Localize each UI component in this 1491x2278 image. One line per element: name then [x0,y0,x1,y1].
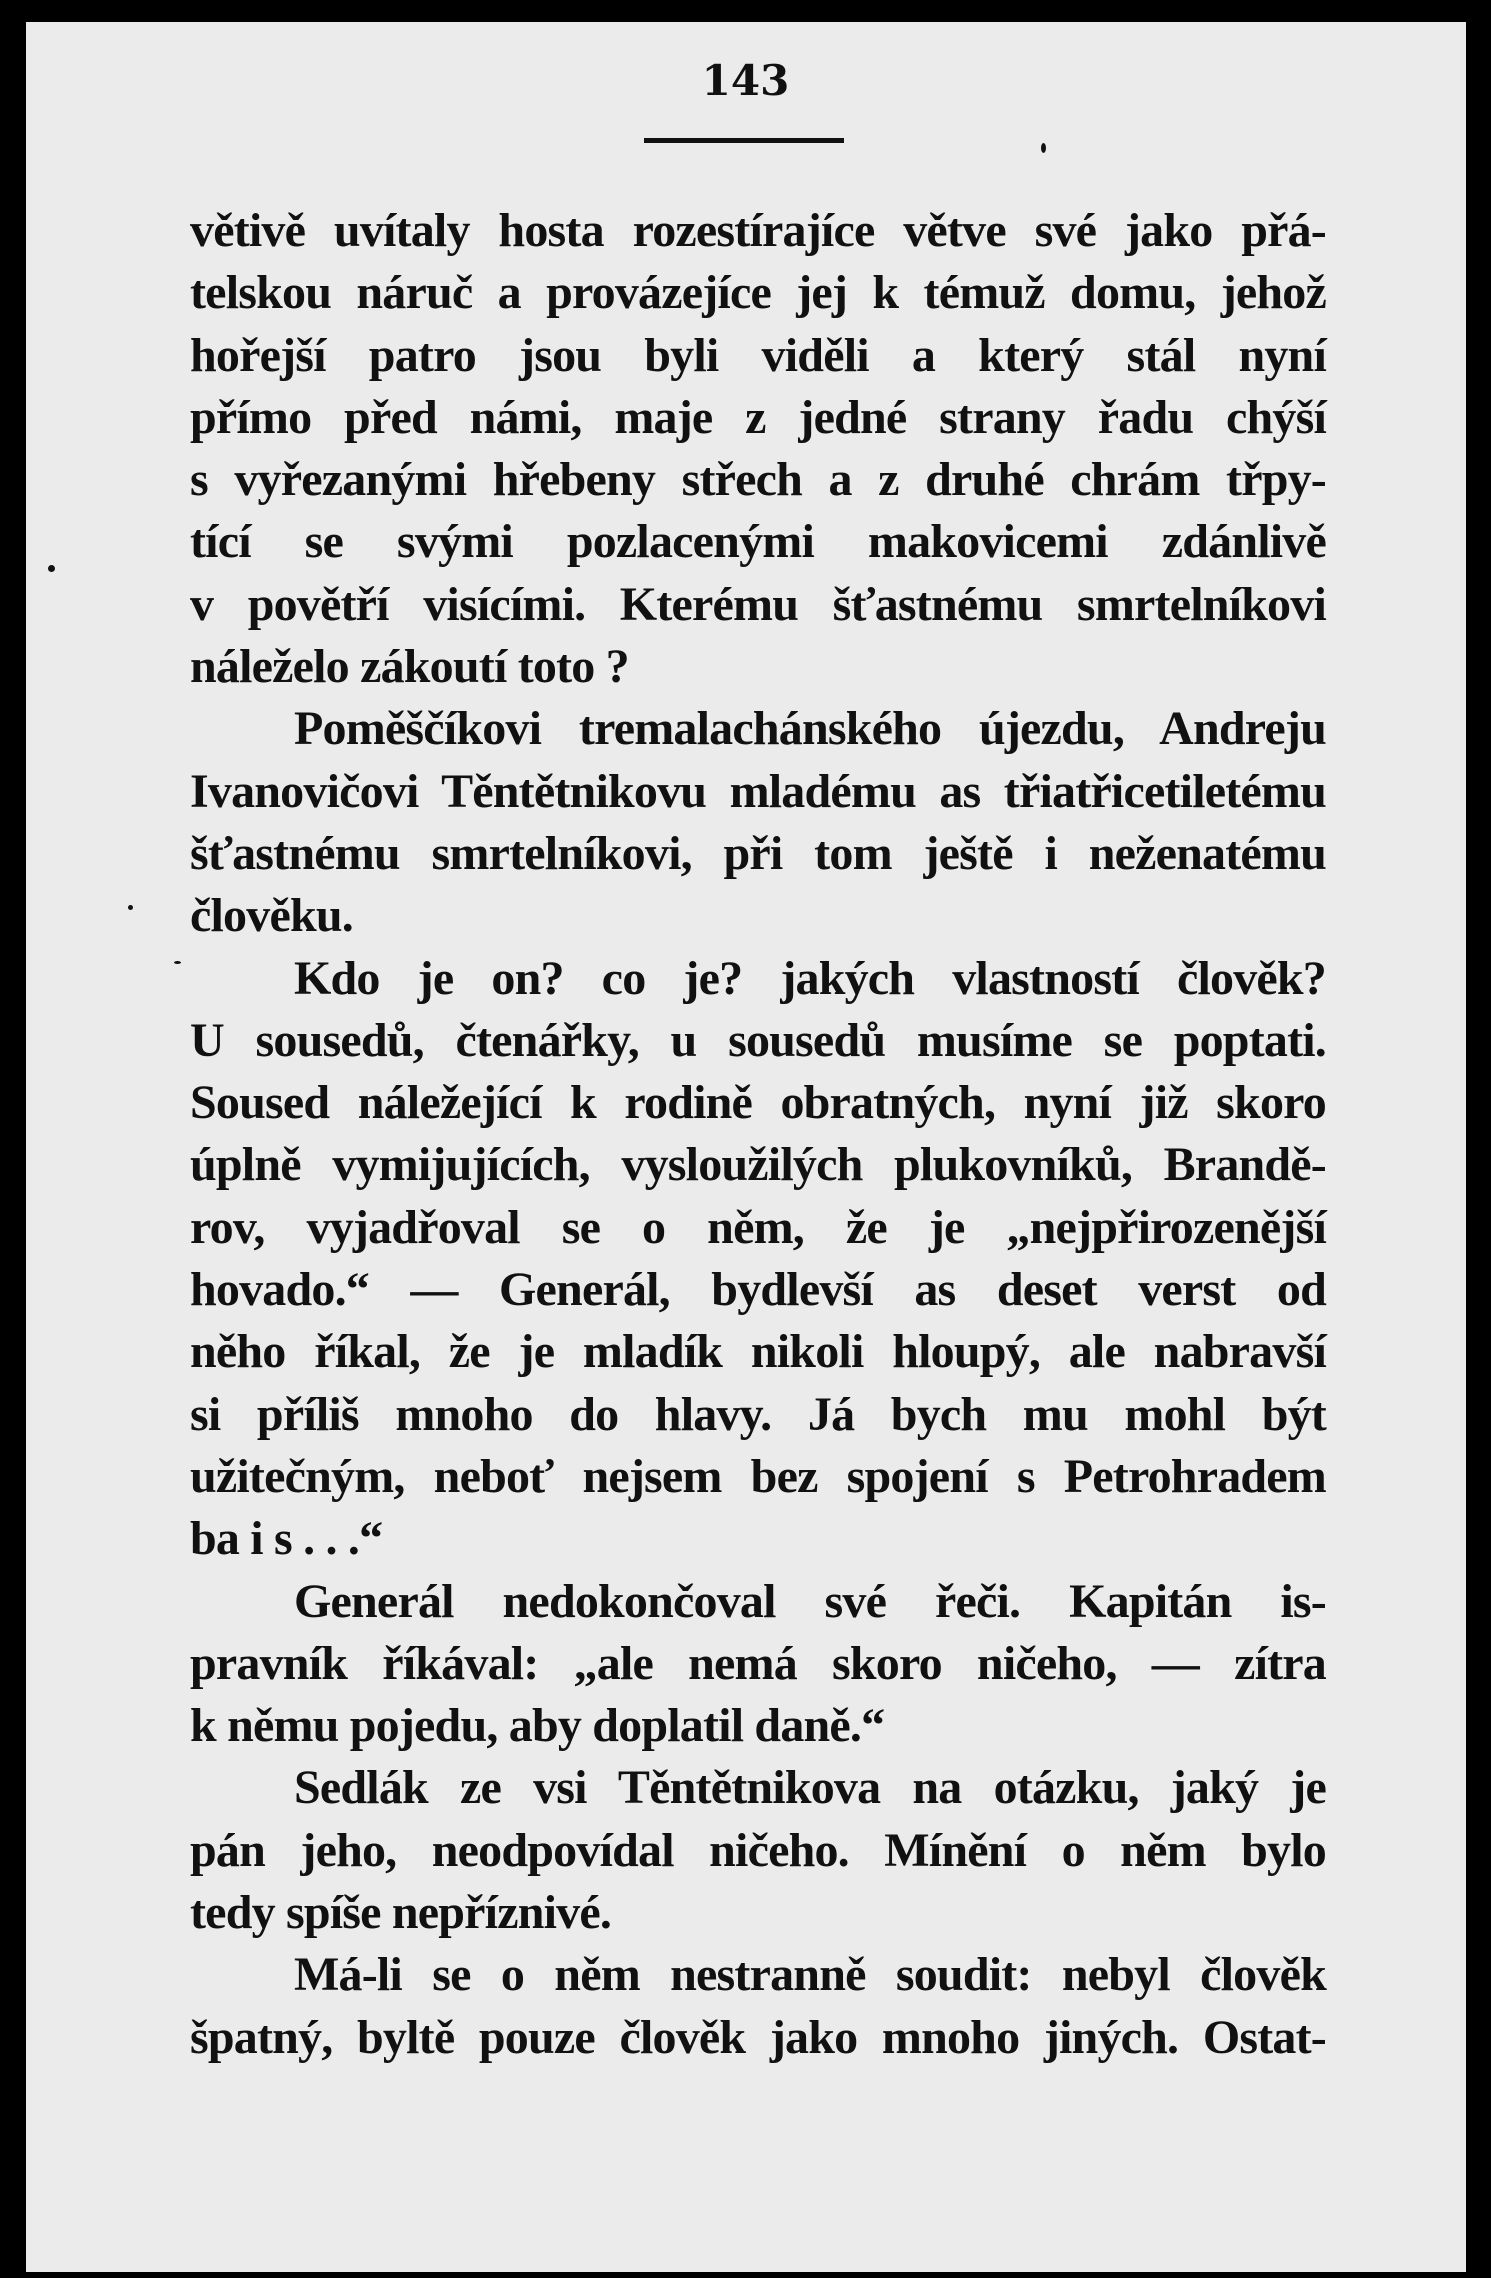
text-line: hovado.“ — Generál, bydlevší as deset verst od [190,1263,1326,1317]
text-line: Soused náležející k rodině obratných, nyní již skoro [190,1076,1326,1130]
page-number-rule [644,138,844,143]
text-line: šťastnému smrtelníkovi, při tom ještě i neženatému [190,826,1326,880]
text-line: pán jeho, neodpovídal ničeho. Mínění o něm bylo [190,1823,1326,1877]
text-line: Ivanovičovi Těntětnikovu mladému as třiatřicetiletému [190,764,1326,818]
text-line: špatný, byltě pouze člověk jako mnoho jiných. Ostat- [190,2010,1326,2064]
text-line: Kdo je on? co je? jakých vlastností člověk? [294,951,1326,1005]
text-line: Má-li se o něm nestranně soudit: nebyl člověk [294,1948,1326,2002]
text-line: náleželo zákoutí toto ? [190,640,629,694]
text-line: s vyřezanými hřebeny střech a z druhé chrám třpy- [190,453,1326,507]
text-line: Generál nedokončoval své řeči. Kapitán is- [294,1574,1326,1628]
text-line: Sedlák ze vsi Těntětnikova na otázku, jaký je [294,1761,1326,1815]
ink-speck [174,961,181,964]
text-line: přímo před námi, maje z jedné strany řadu chýší [190,390,1326,444]
body-text [190,200,1326,2069]
text-line: něho říkal, že je mladík nikoli hloupý, ale nabravší [190,1325,1326,1379]
text-line: k němu pojedu, aby doplatil daně.“ [190,1699,885,1753]
text-line: větivě uvítaly hosta rozestírajíce větve své jako přá- [190,204,1326,257]
text-line: pravník říkával: „ale nemá skoro ničeho, — zítra [190,1636,1326,1690]
ink-speck [128,905,133,910]
text-line: úplně vymijujících, vysloužilých plukovníků, Brandě- [190,1138,1326,1192]
text-line: Poměščíkovi tremalachánského újezdu, Andreju [294,702,1326,756]
text-line: telskou náruč a provázejíce jej k témuž domu, jehož [190,266,1326,320]
ink-speck [1041,143,1046,153]
text-line: tící se svými pozlacenými makovicemi zdánlivě [190,515,1326,569]
text-line: si příliš mnoho do hlavy. Já bych mu mohl být [190,1387,1326,1441]
text-line: U sousedů, čtenářky, u sousedů musíme se poptati. [190,1013,1326,1067]
page-number: 143 [701,56,790,105]
text-line: ba i s . . .“ [190,1512,383,1566]
text-line: hořejší patro jsou byli viděli a který stál nyní [190,328,1326,382]
text-line: v povětří visícími. Kterému šťastnému smrtelníkovi [190,577,1326,631]
text-line: rov, vyjadřoval se o něm, že je „nejpřirozenější [190,1200,1326,1254]
text-line: člověku. [190,889,353,943]
text-line: tedy spíše nepříznivé. [190,1886,612,1940]
text-line: užitečným, neboť nejsem bez spojení s Petrohradem [190,1449,1326,1503]
ink-speck [48,565,55,572]
